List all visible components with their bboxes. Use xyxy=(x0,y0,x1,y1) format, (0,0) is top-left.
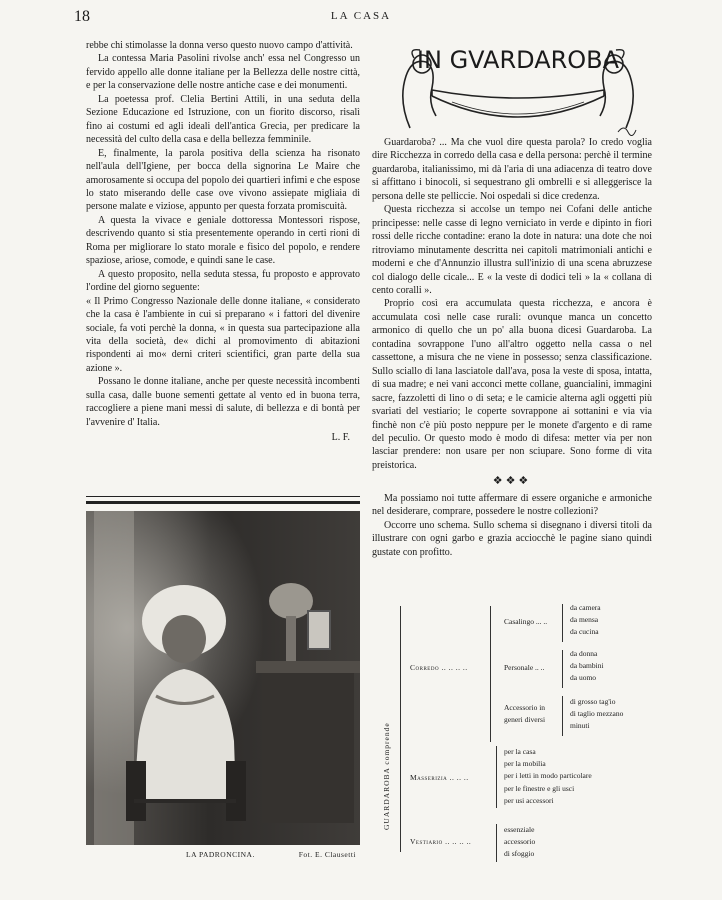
photo-caption: LA PADRONCINA. xyxy=(186,850,255,859)
scheme-corredo-bracket xyxy=(490,606,491,742)
list-item: di grosso tag'io xyxy=(570,697,616,706)
scheme-group-vestiario xyxy=(410,836,471,848)
list-item: da uomo xyxy=(570,673,597,683)
bracket xyxy=(562,650,563,688)
paragraph: E, finalmente, la parola positiva della scienza ha risonato nell'aula dell'Igiene, per bocca della signorina Le Maire che amorosamente si occupa del popolo dei quartieri infimi e che espose lo stato miserando delle case ove vivono assiepate migliaia di persone malate e viziose, appunto per questa forzata promiscuità. xyxy=(86,147,360,213)
list-item: per la mobilia xyxy=(504,759,546,769)
paragraph: A questa la vivace e geniale dottoressa Montessori rispose, descrivendo quanto si stia presentemente operando in certi rioni di Roma per migliorare lo stato morale e fisico del popolo, e rendere spaziose, ariose, comode, e quindi sane le case. xyxy=(86,214,360,267)
paragraph: Possano le donne italiane, anche per queste necessità incombenti sulla casa, dalle buone sementi gettate al vento ed in buona terra, raccogliere a piene mani messi di salute, di bellezza e di bontà per l'avvenire d' Italia. xyxy=(86,376,360,428)
ornament-divider: ❖❖❖ xyxy=(492,475,532,488)
scheme-main-bracket xyxy=(400,606,401,852)
list-item: da mensa xyxy=(570,615,599,625)
leader-dots: .. .. .. .. xyxy=(445,837,472,846)
list-item: di sfoggio xyxy=(504,849,535,859)
scheme-group-corredo xyxy=(410,662,468,674)
bracket xyxy=(562,696,563,736)
photo-credit: Fot. E. Clausetti xyxy=(298,850,356,859)
list-item: accessorio xyxy=(504,837,536,847)
list-item: essenziale xyxy=(504,825,535,834)
group-label: Corredo xyxy=(410,663,440,672)
scheme-root-label: GUARDAROBA comprende xyxy=(382,722,391,830)
paragraph: La contessa Maria Pasolini rivolse anch' essa nel Congresso un fervido appello alle donne italiane per la Bellezza delle nostre città, e per la conservazione delle nostre antiche case e dei monumenti. xyxy=(86,53,360,92)
paragraph: Ma possiamo noi tutte affermare di essere organiche e armoniche nel desiderare, comprare, possedere le nostre collezioni? xyxy=(372,492,652,518)
page-number: 18 xyxy=(74,8,90,25)
left-column xyxy=(86,39,360,445)
scheme-items-personale xyxy=(570,648,604,685)
list-item: da camera xyxy=(570,603,601,612)
scheme-masserizia-bracket xyxy=(496,746,497,808)
list-item: per la casa xyxy=(504,747,536,756)
list-item: da bambini xyxy=(570,661,604,671)
article-title: IN GVARDAROBA xyxy=(416,46,620,74)
leader-dots: .. .. .. .. xyxy=(441,663,468,672)
scheme-items-masserizia xyxy=(504,746,592,807)
list-item: minuti xyxy=(570,721,590,731)
list-item: di taglio mezzano xyxy=(570,709,624,719)
paragraph: Guardaroba? ... Ma che vuol dire questa parola? Io credo voglia dire Ricchezza in corredo della casa e della persona: perchè il termine guardaroba, italianissimo, mi dà l'aria di una adiacenza di teatro dove si affittano i binocoli, si sequestrano gli ombrelli e si alleggerisce la persona delle ste pelliccie. Noi ospedali si dice credenza. xyxy=(372,137,652,202)
scheme-items-vestiario xyxy=(504,824,535,861)
paragraph: Proprio così era accumulata questa ricchezza, e ancora è accumulata così nelle case rurali: ovunque manca un concetto armonico di quello che un po' alla buona dicesi Guardaroba. La contadina sovrappone l'uno all'altro oggetto nella cassa o nel cassettone, a misura che ne viene in possesso; senza classificazione. Sullo sciallo di lana lasciatole dall'ava, posa la veste di sposa, intatta, di sua madre; e nei vani acconci mette collane, guancialini, immagini sacre, fazzoletti di lino o di seta; e le camicie alterna agli oggetti più svariati del vestiario; le coperte sovrappone ai sottanini e via via finchè non c'è più posto neppure per le monete d'argento e di rame del peculio. Or questo modo è modo di difesa: metter via per non lasciar prendere: non usare per non sciupare. Sono forme di vita preistorica. xyxy=(372,298,652,471)
section-divider xyxy=(86,496,360,497)
group-label: Masserizia xyxy=(410,773,448,782)
list-item: da cucina xyxy=(570,627,599,637)
sub-label: Personale xyxy=(504,663,534,672)
scheme-items-casalingo xyxy=(570,602,601,639)
section-divider-thick xyxy=(86,501,360,504)
bracket xyxy=(562,604,563,642)
scheme-sub-accessorio xyxy=(504,702,560,726)
scheme-vestiario-bracket xyxy=(496,824,497,862)
group-label: Vestiario xyxy=(410,837,443,846)
list-item: da donna xyxy=(570,649,598,658)
author-signature: L. F. xyxy=(331,432,350,444)
leader-dots: ... .. xyxy=(535,617,548,626)
sub-label: Casalingo xyxy=(504,617,534,626)
leader-dots: .. .. .. xyxy=(449,773,469,782)
sub-label: Accessorio in generi diversi xyxy=(504,703,546,725)
resolution-quote: « Il Primo Congresso Nazionale delle donne italiane, « considerato che la casa è l'ambiente in cui si preparano « i fattori del divenire sociale, fa voti perchè la donna, « in questa sua partecipazione alla vita della società, de« dichi al promovimento di abitazioni rispondenti ai mo« derni criteri scientifici, gran parte della sua azione ». xyxy=(86,295,360,374)
leader-dots: .. .. xyxy=(535,663,545,672)
scheme-group-masserizia xyxy=(410,772,469,784)
paragraph: La poetessa prof. Clelia Bertini Attili, in una seduta della Sezione Educazione ed Istruzione, con un fiorito discorso, risalì fino ai costumi ed agli ideali dell'antica Grecia, per predicare la necessità del culto della casa e della bellezza femminile. xyxy=(86,93,360,146)
scheme-vertical-label xyxy=(375,670,395,830)
list-item: per usi accessori xyxy=(504,795,554,805)
photograph-girl-portrait xyxy=(86,511,360,845)
scheme-sub-personale xyxy=(504,662,544,674)
list-item: per le finestre e gli usci xyxy=(504,783,575,793)
running-title: LA CASA xyxy=(330,10,392,22)
paragraph: rebbe chi stimolasse la donna verso questo nuovo campo d'attività. xyxy=(86,40,353,51)
right-column xyxy=(372,136,652,559)
scheme-sub-casalingo xyxy=(504,616,547,628)
paragraph: Questa ricchezza si accolse un tempo nei Cofani delle antiche principesse: nelle casse di legno verniciato in verde e dipinto in fiori rossi delle ricche contadine: erano la dote in natura: una dote che noi ritroviamo minutamente descritta nei capitoli matrimoniali antichi e moderni e che d'Annunzio illustra sull'inizio di una scena abruzzese col dialogo delle cicale... E « la veste di dodici teli » la « collana di cento coralli ». xyxy=(372,204,652,296)
list-item: per i letti in modo particolare xyxy=(504,771,592,781)
scheme-items-accessorio xyxy=(570,696,623,733)
paragraph: Occorre uno schema. Sullo schema si disegnano i diversi titoli da illustrare con ogni garbo e grazia acciocchè le pagine siano quindi gustate con profitto. xyxy=(372,519,652,558)
paragraph: A questo proposito, nella seduta stessa, fu proposto e approvato l'ordine del giorno seguente: xyxy=(86,268,360,294)
